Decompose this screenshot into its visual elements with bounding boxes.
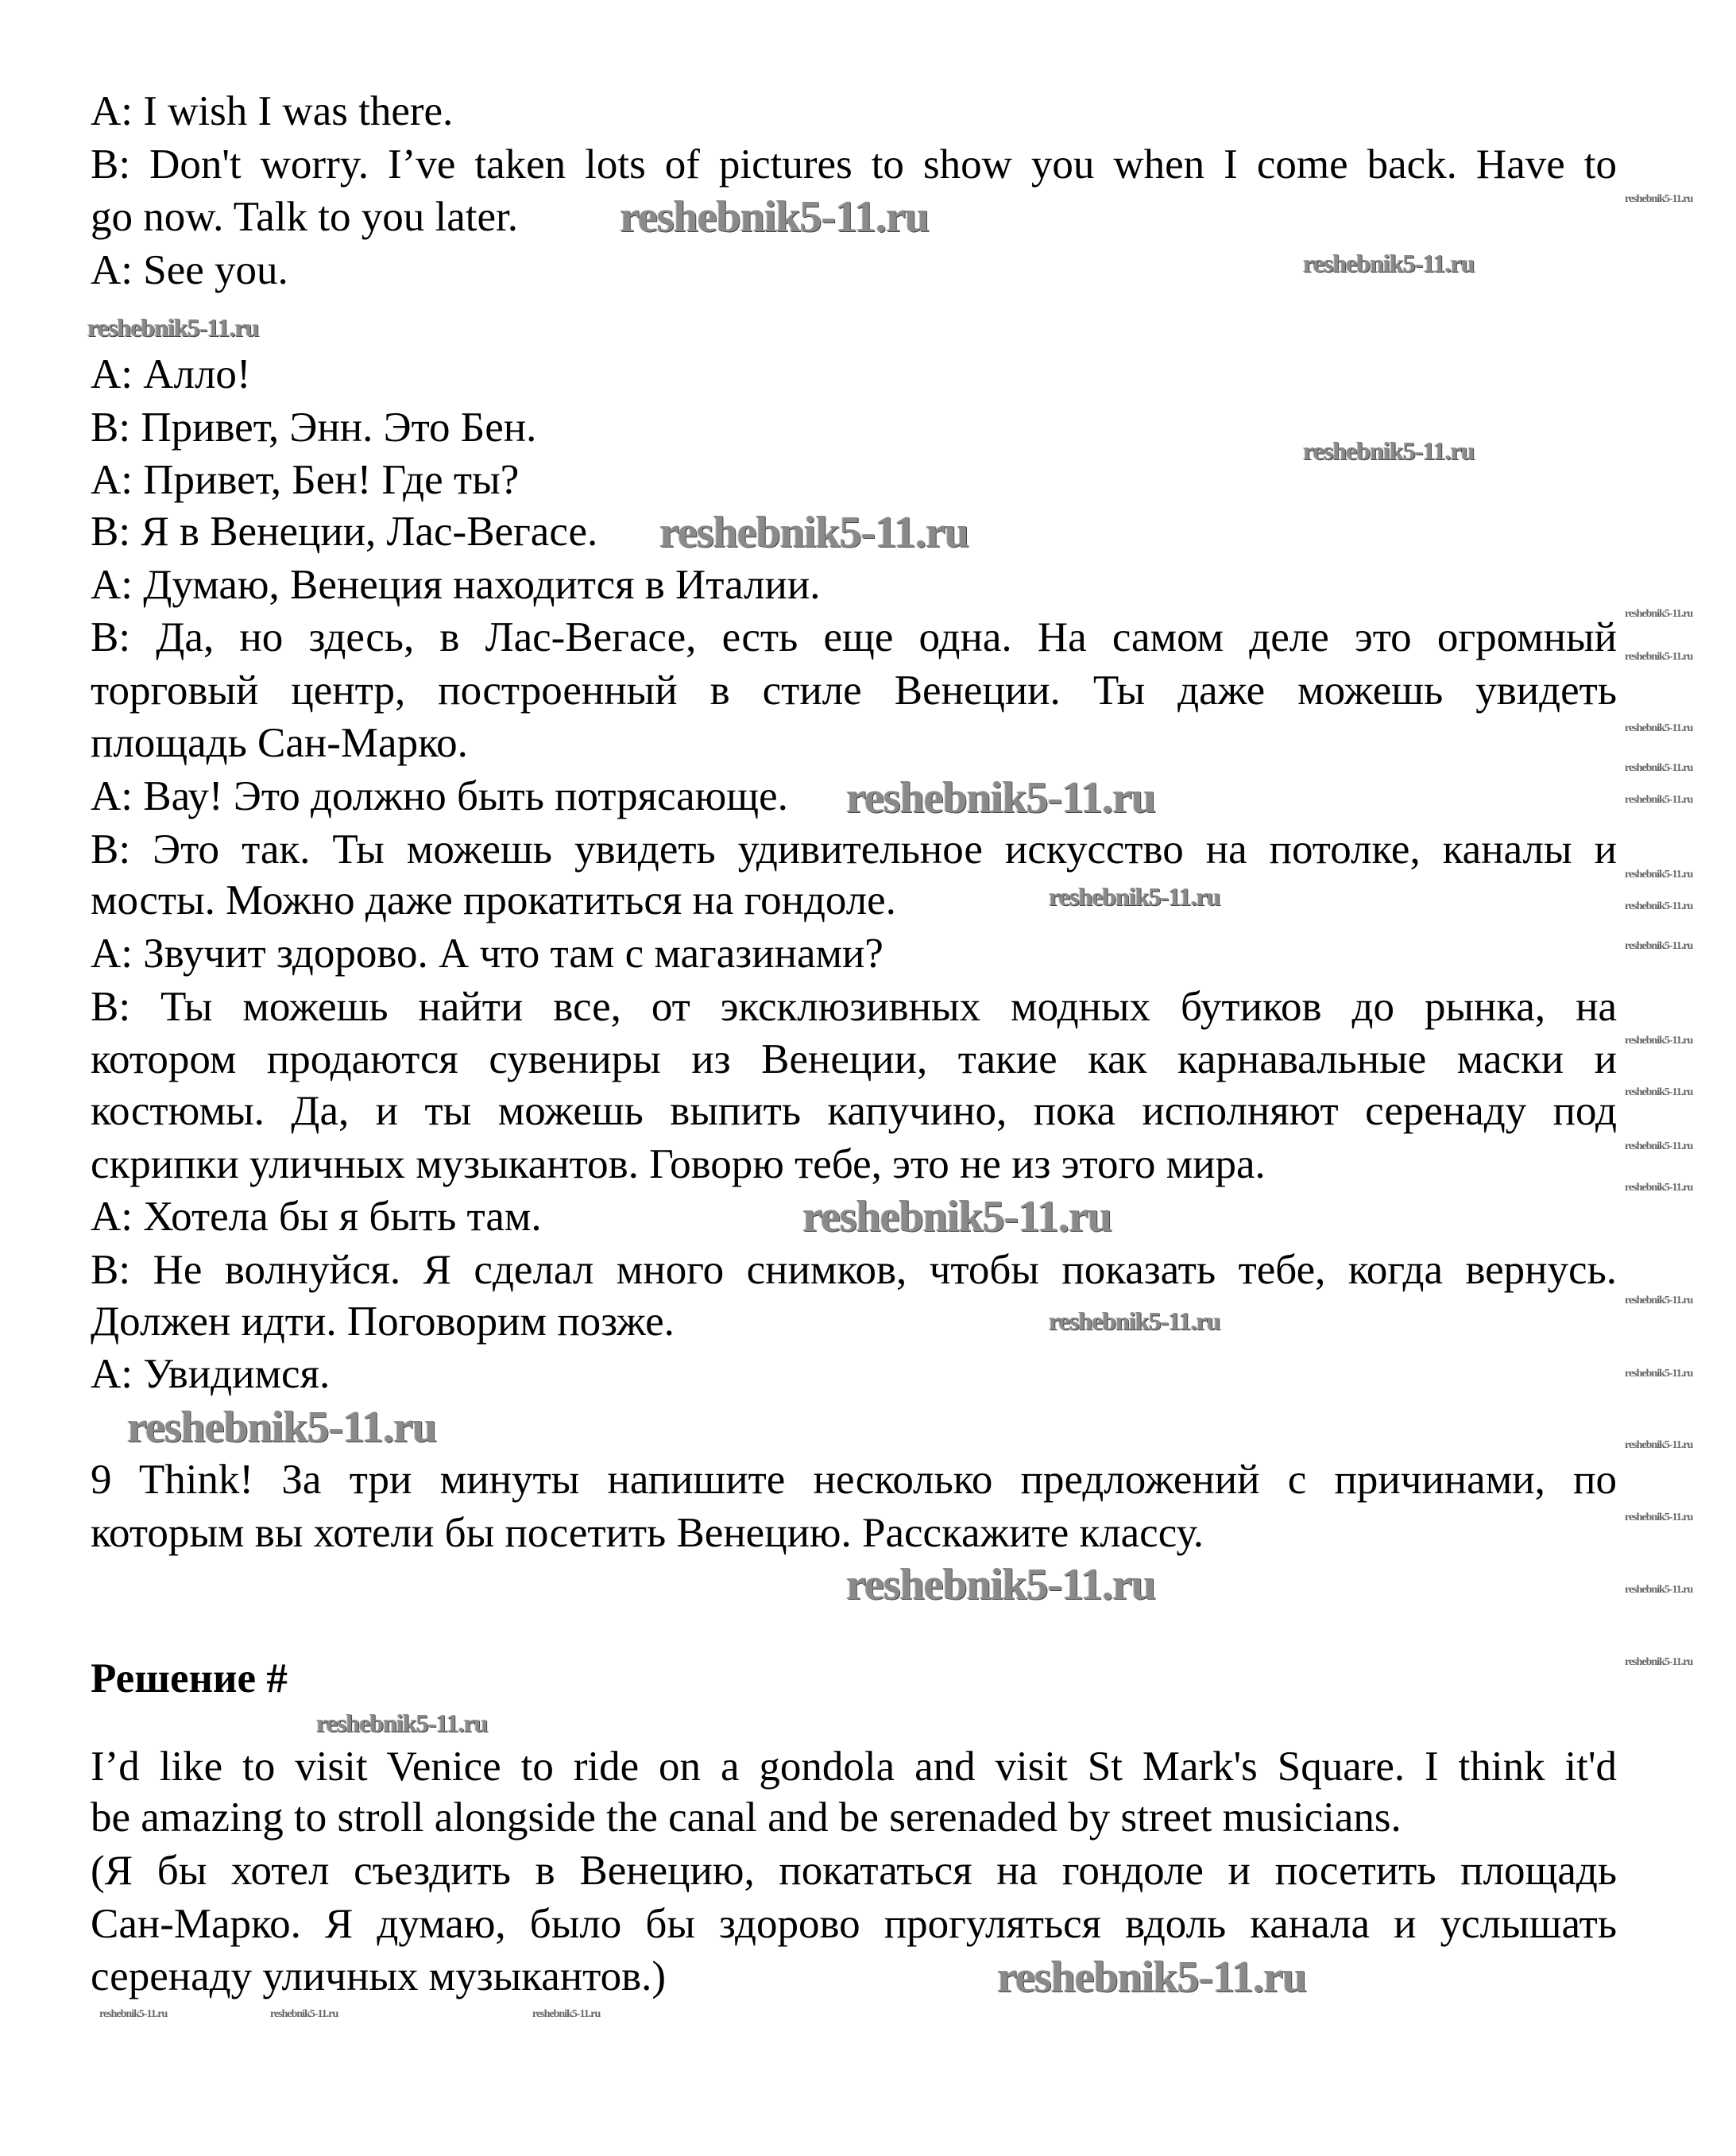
text-line: А: Увидимся. [91,1351,331,1397]
watermark: reshebnik5-11.ru [87,313,259,342]
watermark: reshebnik5-11.ru [1625,869,1693,881]
watermark: reshebnik5-11.ru [316,1709,488,1737]
text-line: go now. Talk to you later. [91,194,518,240]
text-line: котором продаются сувениры из Венеции, такие как карнавальные маски и [91,1036,1617,1082]
text-line: A: I wish I was there. [91,88,454,134]
text-line: В: Я в Венеции, Лас-Вегасе. [91,509,598,555]
watermark: reshebnik5-11.ru [1625,762,1693,774]
watermark: reshebnik5-11.ru [620,192,930,242]
watermark: reshebnik5-11.ru [1625,1512,1693,1523]
text-line: А: Думаю, Венеция находится в Италии. [91,562,821,608]
watermark: reshebnik5-11.ru [1625,193,1693,205]
watermark: reshebnik5-11.ru [1625,722,1693,734]
watermark: reshebnik5-11.ru [1625,940,1693,952]
text-line: В: Ты можешь найти все, от эксклюзивных модных бутиков до рынка, на [91,984,1617,1030]
text-line: А: Вау! Это должно быть потрясающе. [91,773,788,819]
watermark: reshebnik5-11.ru [127,1403,437,1452]
text-line: Должен идти. Поговорим позже. [91,1299,675,1345]
text-line: В: Не волнуйся. Я сделал много снимков, чтобы показать тебе, когда вернусь. [91,1247,1617,1293]
watermark: reshebnik5-11.ru [1625,651,1693,663]
solution-line: серенаду уличных музыкантов.) [91,1953,666,1999]
text-line: A: See you. [91,247,288,293]
watermark: reshebnik5-11.ru [1625,1368,1693,1380]
text-line: мосты. Можно даже прокатиться на гондоле. [91,877,896,923]
watermark: reshebnik5-11.ru [1625,794,1693,806]
watermark: reshebnik5-11.ru [1625,1182,1693,1194]
text-line: В: Да, но здесь, в Лас-Вегасе, есть еще одна. На самом деле это огромный [91,614,1617,660]
text-line: торговый центр, построенный в стиле Венеции. Ты даже можешь увидеть [91,668,1617,714]
watermark: reshebnik5-11.ru [1625,1656,1693,1668]
watermark: reshebnik5-11.ru [99,2008,168,2020]
task-line: 9 Think! За три минуты напишите несколько предложений с причинами, по [91,1457,1617,1503]
watermark: reshebnik5-11.ru [1303,249,1475,277]
text-line: B: Don't worry. I’ve taken lots of pictures to show you when I come back. Have to [91,141,1617,188]
watermark: reshebnik5-11.ru [1625,1439,1693,1451]
watermark: reshebnik5-11.ru [1049,882,1220,911]
text-line: костюмы. Да, и ты можешь выпить капучино, пока исполняют серенаду под [91,1088,1617,1134]
watermark: reshebnik5-11.ru [1625,1584,1693,1596]
text-line: А: Алло! [91,351,251,397]
task-line: которым вы хотели бы посетить Венецию. Расскажите классу. [91,1510,1204,1556]
watermark: reshebnik5-11.ru [1625,1140,1693,1152]
watermark: reshebnik5-11.ru [270,2008,338,2020]
text-line: площадь Сан-Марко. [91,720,468,766]
text-line: В: Это так. Ты можешь увидеть удивительное искусство на потолке, каналы и [91,826,1617,873]
solution-line: I’d like to visit Venice to ride on a gondola and visit St Mark's Square. I think it'd [91,1744,1617,1790]
watermark: reshebnik5-11.ru [1625,1086,1693,1098]
text-line: В: Привет, Энн. Это Бен. [91,404,537,451]
solution-line: be amazing to stroll alongside the canal and be serenaded by street musicians. [91,1794,1402,1841]
watermark: reshebnik5-11.ru [846,1560,1156,1609]
watermark: reshebnik5-11.ru [1625,1295,1693,1306]
solution-line: (Я бы хотел съездить в Венецию, покататься на гондоле и посетить площадь [91,1848,1617,1894]
watermark: reshebnik5-11.ru [802,1192,1112,1241]
watermark: reshebnik5-11.ru [659,508,969,557]
watermark: reshebnik5-11.ru [1625,608,1693,620]
watermark: reshebnik5-11.ru [532,2008,601,2020]
watermark: reshebnik5-11.ru [1625,900,1693,912]
solution-heading: Решение # [91,1655,288,1701]
watermark: reshebnik5-11.ru [846,773,1156,823]
watermark: reshebnik5-11.ru [1303,436,1475,465]
watermark: reshebnik5-11.ru [1049,1306,1220,1335]
text-line: А: Привет, Бен! Где ты? [91,457,520,503]
solution-line: Сан-Марко. Я думаю, было бы здорово прогуляться вдоль канала и услышать [91,1901,1617,1947]
text-line: скрипки уличных музыкантов. Говорю тебе, это не из этого мира. [91,1141,1266,1187]
text-line: А: Хотела бы я быть там. [91,1194,542,1240]
watermark: reshebnik5-11.ru [1625,1035,1693,1047]
watermark: reshebnik5-11.ru [997,1953,1307,2002]
text-line: А: Звучит здорово. А что там с магазинами? [91,931,883,977]
